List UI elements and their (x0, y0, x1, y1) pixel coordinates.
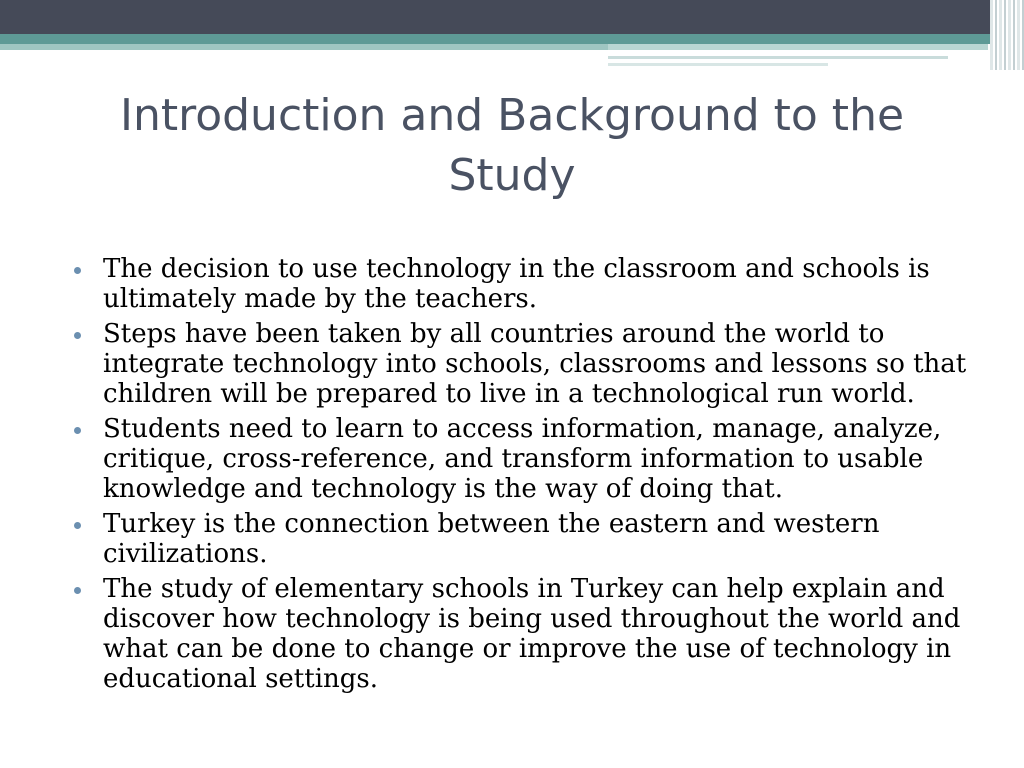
header-teal-band (0, 34, 1024, 44)
bullet-dot-icon (74, 267, 81, 274)
bullet-list (72, 254, 977, 699)
slide-title: Introduction and Background to the Study (119, 90, 905, 201)
bullet-item (72, 574, 977, 694)
bullet-dot-icon (74, 587, 81, 594)
bullet-text: The study of elementary schools in Turkey can help explain and discover how technology is being used throughout the world and what can be done to change or improve the use of technology in educational settings. (103, 574, 961, 694)
header-dark-band (0, 0, 1024, 34)
bullet-dot-icon (74, 522, 81, 529)
bullet-dot-icon (74, 427, 81, 434)
bullet-item (72, 509, 977, 569)
bullet-dot-icon (74, 332, 81, 339)
bullet-text: Turkey is the connection between the eastern and western civilizations. (103, 509, 880, 569)
bullet-text: Students need to learn to access information, manage, analyze, critique, cross-reference, and transform information to usable knowledge and technology is the way of doing that. (103, 414, 942, 504)
header-teal-light-band (0, 44, 608, 50)
header-corner-stripes (990, 0, 1024, 70)
bullet-item (72, 254, 977, 314)
header-teal-light-band-right (608, 44, 988, 50)
bullet-text: The decision to use technology in the classroom and schools is ultimately made by the teachers. (103, 254, 930, 314)
header-decor-line-short (608, 63, 828, 66)
bullet-text: Steps have been taken by all countries around the world to integrate technology into schools, classrooms and lessons so that children will be prepared to live in a technological run world. (103, 319, 967, 409)
bullet-item (72, 319, 977, 409)
bullet-item (72, 414, 977, 504)
header-decor-line (608, 56, 948, 59)
